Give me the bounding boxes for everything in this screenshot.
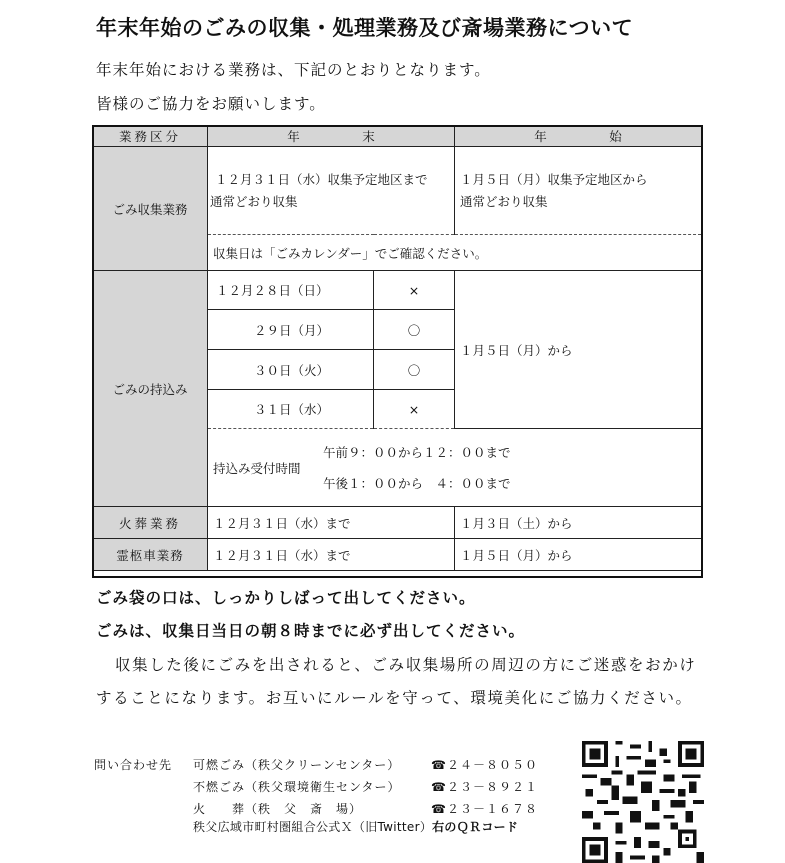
cremation-label: 火葬業務: [93, 507, 208, 539]
notice-paragraph-line-1: 収集した後にごみを出されると、ごみ収集場所の周辺の方にご迷惑をおかけ: [115, 656, 697, 674]
intro-line-2: 皆様のご協力をお願いします。: [96, 95, 326, 113]
contact-row-3-phone: ☎２３－１６７８: [431, 802, 538, 816]
garbage-new-year-line1: １月５日（月）収集予定地区から: [460, 171, 648, 187]
bring-in-mark-2: 〇: [374, 310, 455, 350]
bring-in-mark-3: 〇: [374, 350, 455, 390]
contact-label: 問い合わせ先: [94, 758, 173, 772]
header-year-end: 年 末: [208, 126, 455, 147]
table-row: [93, 271, 702, 310]
hearse-year-end: １２月３１日（水）まで: [208, 539, 455, 571]
bring-in-date-4: ３１日（水）: [208, 390, 374, 429]
qr-code-icon[interactable]: [582, 741, 704, 863]
page-title: 年末年始のごみの収集・処理業務及び斎場業務について: [96, 16, 634, 40]
garbage-collection-new-year: [455, 147, 702, 235]
bring-in-hours-pm: 午後１：００から ４：００まで: [323, 475, 511, 491]
hearse-label: 霊柩車業務: [93, 539, 208, 571]
cremation-year-end: １２月３１日（水）まで: [208, 507, 455, 539]
contact-row-1-phone: ☎２４－８０５０: [431, 758, 538, 772]
table-header-row: [93, 126, 702, 147]
garbage-collection-note: 収集日は「ごみカレンダー」でご確認ください。: [208, 235, 702, 271]
garbage-new-year-line2: 通常どおり収集: [460, 193, 548, 209]
bring-in-date-1: １２月２８日（日）: [208, 271, 374, 310]
bring-in-hours-am: 午前９：００から１２：００まで: [323, 444, 511, 460]
contact-row-1-name: 可燃ごみ（秩父クリーンセンター）: [193, 758, 401, 772]
intro-line-1: 年末年始における業務は、下記のとおりとなります。: [96, 61, 491, 79]
bring-in-mark-4: ×: [374, 390, 455, 429]
garbage-collection-year-end: [208, 147, 455, 235]
bring-in-label: ごみの持込み: [93, 271, 208, 507]
phone-icon: ☎: [431, 780, 447, 794]
contact-footer: 秩父広域市町村圏組合公式Ｘ（旧Twitter）右のＱＲコード: [193, 820, 519, 834]
notice-paragraph-line-2: することになります。お互いにルールを守って、環境美化にご協力ください。: [96, 689, 693, 707]
notice-time: ごみは、収集日当日の朝８時までに必ず出してください。: [96, 622, 526, 640]
bring-in-mark-1: ×: [374, 271, 455, 310]
phone-icon: ☎: [431, 758, 447, 772]
contact-row-3-name: 火 葬（秩 父 斎 場）: [193, 802, 363, 816]
bring-in-date-3: ３０日（火）: [208, 350, 374, 390]
contact-row-2-phone: ☎２３－８９２１: [431, 780, 538, 794]
bring-in-hours: [208, 429, 702, 507]
table-row: [93, 507, 702, 539]
garbage-year-end-line2: 通常どおり収集: [210, 193, 298, 209]
bring-in-new-year: １月５日（月）から: [455, 271, 702, 429]
hearse-new-year: １月５日（月）から: [455, 539, 702, 571]
qr-label: 右のＱＲコード: [432, 820, 519, 834]
phone-icon: ☎: [431, 802, 447, 816]
notice-bag: ごみ袋の口は、しっかりしばって出してください。: [96, 589, 476, 607]
header-new-year: 年 始: [455, 126, 702, 147]
garbage-year-end-line1: １２月３１日（水）収集予定地区まで: [215, 171, 428, 187]
bring-in-date-2: ２９日（月）: [208, 310, 374, 350]
cremation-new-year: １月３日（土）から: [455, 507, 702, 539]
table-row: [93, 539, 702, 571]
bring-in-hours-label: 持込み受付時間: [213, 460, 301, 476]
contact-row-2-name: 不燃ごみ（秩父環境衛生センター）: [193, 780, 401, 794]
schedule-table: [92, 125, 702, 571]
header-category: 業務区分: [93, 126, 208, 147]
garbage-collection-label: ごみ収集業務: [93, 147, 208, 271]
table-row: [93, 147, 702, 235]
